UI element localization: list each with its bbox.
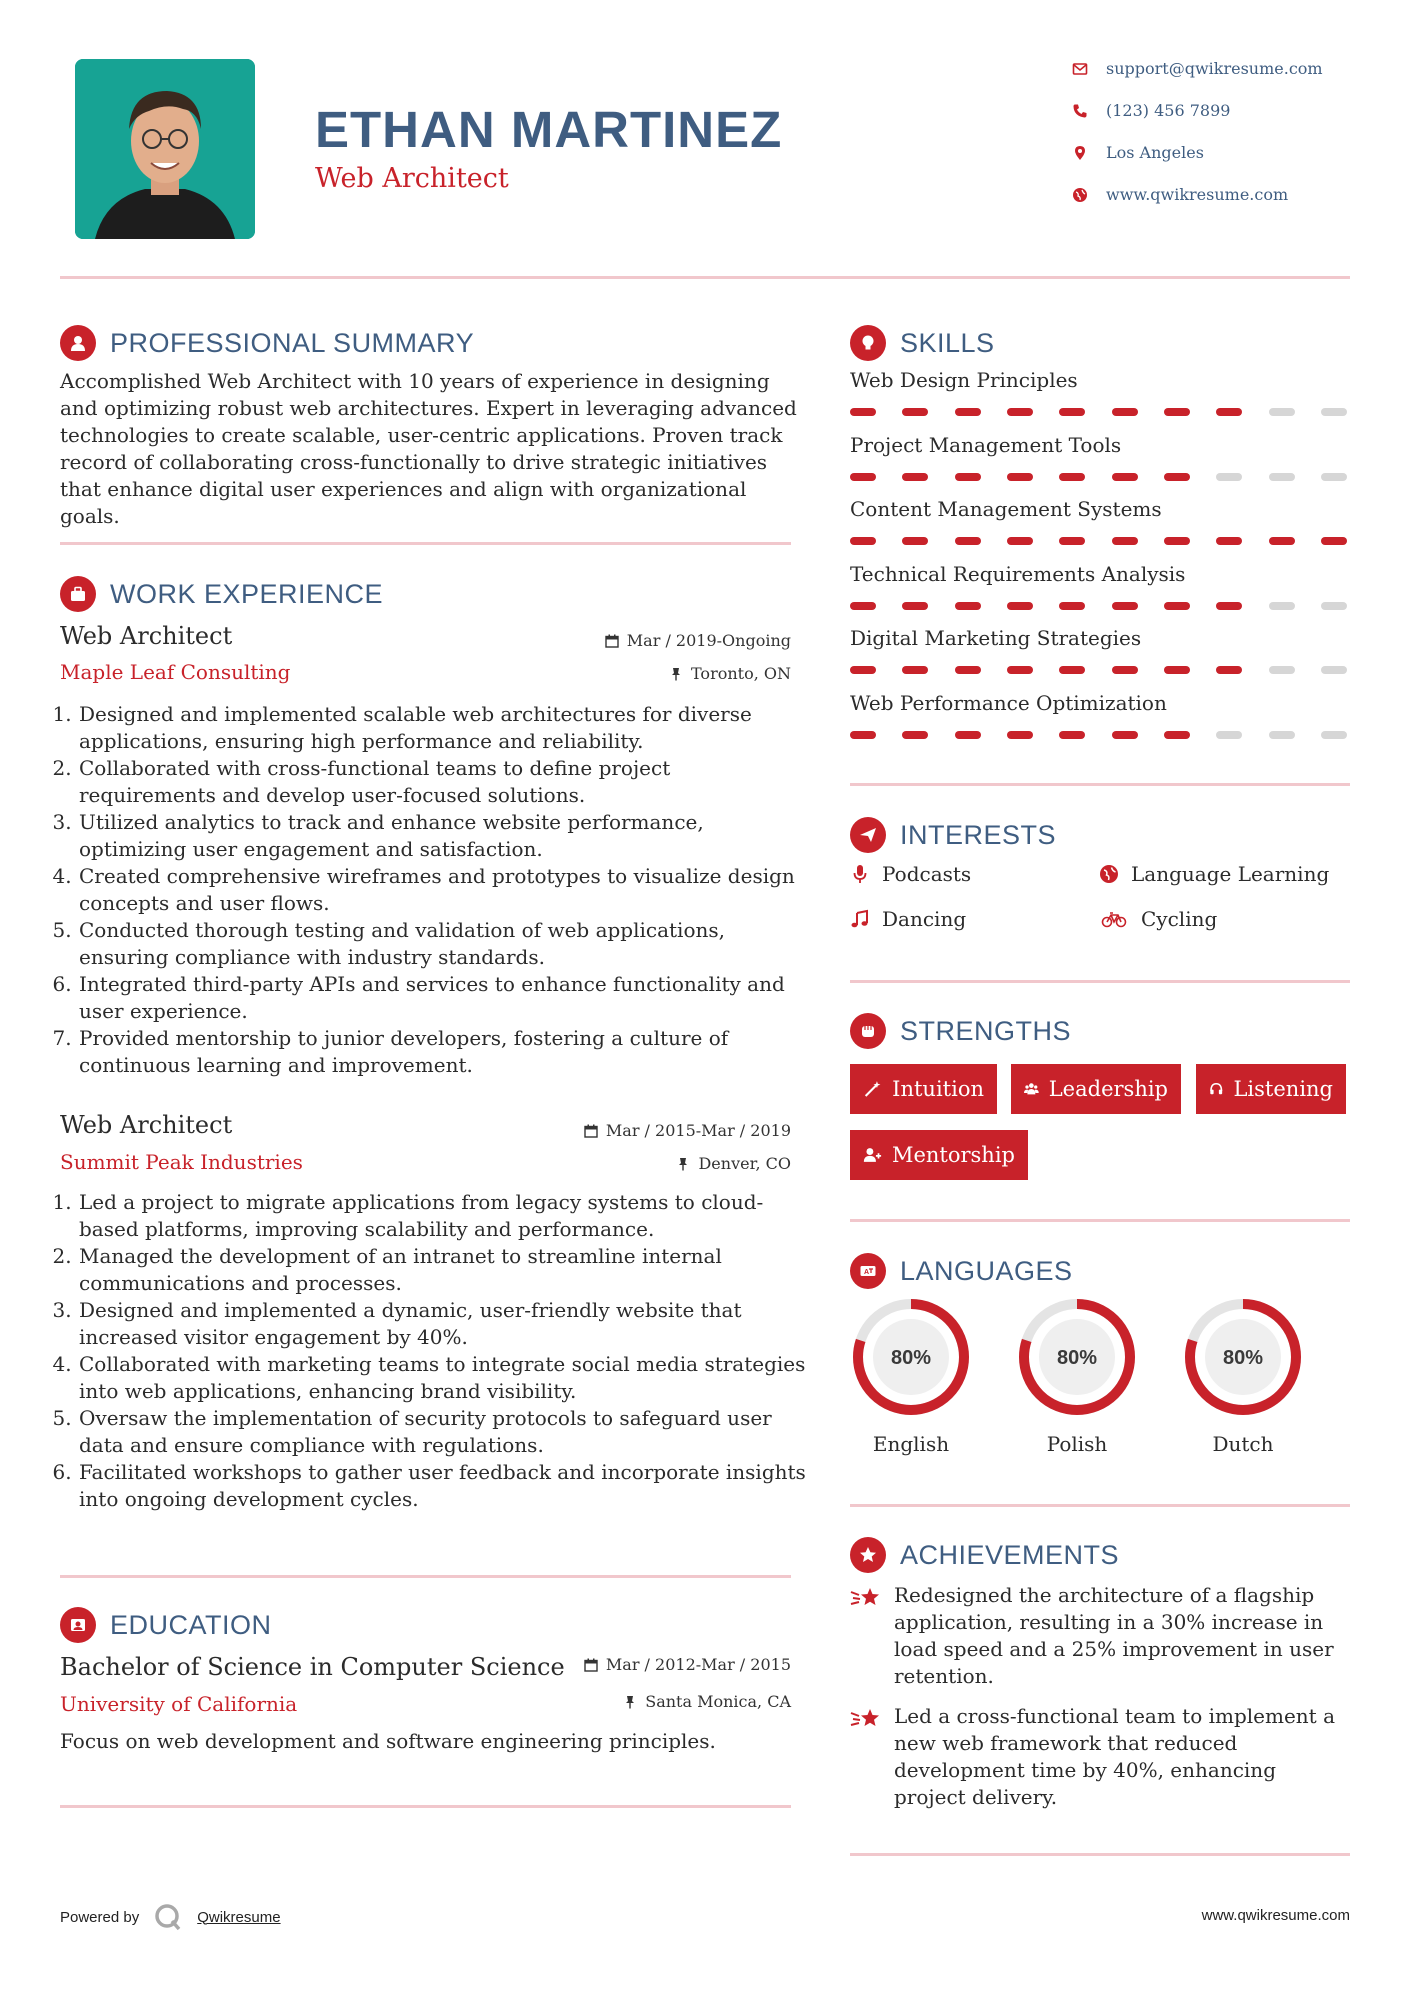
interests-title: INTERESTS: [900, 819, 1057, 850]
skill-dot: [1269, 731, 1295, 739]
skill-dot: [1164, 537, 1190, 545]
skill-row: [850, 497, 1350, 562]
language-percent: 80%: [890, 1347, 932, 1369]
language-name: Polish: [1046, 1432, 1108, 1456]
skill-dot: [1321, 537, 1347, 545]
list-item: 2. Managed the development of an intranet to streamline internal communications and processes.: [78, 1243, 808, 1297]
pin-icon: [669, 667, 683, 681]
skill-dot: [955, 473, 981, 481]
user-icon: [60, 325, 96, 361]
skill-dot: [1059, 408, 1085, 416]
job-2-title: Web Architect: [60, 1111, 233, 1139]
skill-dot: [1059, 731, 1085, 739]
skill-dot: [1269, 602, 1295, 610]
education-note: Focus on web development and software engineering principles.: [60, 1729, 716, 1753]
skill-dot: [1164, 731, 1190, 739]
skill-row: [850, 368, 1350, 433]
job-2-company: Summit Peak Industries: [60, 1150, 303, 1174]
achievements-divider: [850, 1853, 1350, 1856]
language-icon: [850, 1253, 886, 1289]
skill-dot: [1112, 537, 1138, 545]
skill-name: Web Design Principles: [850, 368, 1078, 392]
skill-dot: [1112, 602, 1138, 610]
skills-title: SKILLS: [900, 327, 995, 358]
job-2-dates: [500, 1121, 791, 1140]
skill-dot: [1007, 602, 1033, 610]
skill-row: [850, 562, 1350, 627]
contact-location-text: Los Angeles: [1106, 143, 1204, 162]
education-title: EDUCATION: [110, 1609, 272, 1640]
skill-dot: [1164, 408, 1190, 416]
lightbulb-icon: [850, 325, 886, 361]
skill-dot: [1112, 731, 1138, 739]
language-item: [1016, 1296, 1138, 1456]
job-1-bullets: [60, 701, 808, 1079]
skill-dot: [1112, 473, 1138, 481]
header-divider: [60, 276, 1350, 279]
skill-dot: [1007, 731, 1033, 739]
svg-text:A: A: [864, 1269, 870, 1276]
list-item: 3. Utilized analytics to track and enhance website performance, optimizing user engagement and satisfaction.: [78, 809, 808, 863]
language-item: [850, 1296, 972, 1456]
list-item: 4. Collaborated with marketing teams to integrate social media strategies into web applications, enhancing brand visibility.: [78, 1351, 808, 1405]
interests-heading: [850, 817, 1056, 853]
skill-level-bar: [850, 731, 1347, 739]
strength-badge: [850, 1064, 997, 1114]
language-name: English: [872, 1432, 950, 1456]
skill-dot: [850, 408, 876, 416]
skill-dot: [1007, 666, 1033, 674]
skill-dot: [850, 731, 876, 739]
language-ring: [1016, 1296, 1138, 1418]
contact-email-text: support@qwikresume.com: [1106, 59, 1323, 78]
skill-dot: [1269, 537, 1295, 545]
list-item: 7. Provided mentorship to junior developers, fostering a culture of continuous learning and improvement.: [78, 1025, 808, 1079]
skill-dot: [1007, 473, 1033, 481]
skill-dot: [850, 537, 876, 545]
contact-location: [1072, 143, 1204, 162]
skill-dot: [1269, 408, 1295, 416]
education-location: [500, 1692, 791, 1711]
experience-divider: [60, 1575, 791, 1578]
interest-item: [850, 907, 966, 931]
job-2-location-text: Denver, CO: [698, 1154, 791, 1173]
calendar-icon: [605, 634, 619, 648]
skill-row: [850, 433, 1350, 498]
skill-dot: [955, 666, 981, 674]
list-item: 1. Designed and implemented scalable web architectures for diverse applications, ensuring high performance and reliability.: [78, 701, 808, 755]
contact-phone[interactable]: [1072, 101, 1230, 120]
music-note-icon: [850, 909, 870, 929]
footer-url[interactable]: www.qwikresume.com: [1201, 1907, 1350, 1924]
list-item: 3. Designed and implemented a dynamic, user-friendly website that increased visitor engagement by 40%.: [78, 1297, 808, 1351]
job-2-location: [500, 1154, 791, 1173]
interest-label: Cycling: [1141, 907, 1218, 931]
star-icon: [850, 1537, 886, 1573]
contact-email[interactable]: [1072, 59, 1323, 78]
contact-phone-text: (123) 456 7899: [1106, 101, 1231, 120]
strength-label: Intuition: [892, 1077, 984, 1101]
skill-level-bar: [850, 537, 1347, 545]
powered-by-text: Powered by: [60, 1908, 140, 1926]
skill-dot: [902, 473, 928, 481]
language-name: Dutch: [1212, 1432, 1274, 1456]
skill-level-bar: [850, 408, 1347, 416]
skill-name: Web Performance Optimization: [850, 690, 1167, 715]
list-item: 6. Integrated third-party APIs and services to enhance functionality and user experience.: [78, 971, 808, 1025]
paper-plane-icon: [850, 817, 886, 853]
skill-dot: [955, 731, 981, 739]
interest-label: Dancing: [882, 907, 967, 931]
education-location-text: Santa Monica, CA: [645, 1692, 791, 1711]
experience-heading: [60, 576, 383, 612]
skill-dot: [1059, 602, 1085, 610]
headphones-icon: [1209, 1078, 1223, 1100]
shooting-star-icon: [850, 1705, 882, 1733]
job-1-dates-text: Mar / 2019-Ongoing: [626, 631, 791, 650]
skill-name: Digital Marketing Strategies: [850, 626, 1142, 650]
strength-label: Mentorship: [891, 1143, 1015, 1167]
summary-divider: [60, 542, 791, 545]
contact-website[interactable]: [1072, 185, 1288, 204]
strengths-heading: [850, 1013, 1071, 1049]
skills-list: [850, 368, 1350, 755]
skill-dot: [955, 602, 981, 610]
skills-divider: [850, 783, 1350, 786]
interest-item: [1099, 907, 1217, 931]
skill-dot: [1007, 537, 1033, 545]
skill-level-bar: [850, 602, 1347, 610]
candidate-name: ETHAN MARTINEZ: [315, 101, 783, 158]
globe-icon: [1072, 187, 1088, 203]
achievement-text: Redesigned the architecture of a flagship application, resulting in a 30% increase in load speed and a 25% improvement in user retention.: [894, 1583, 1334, 1688]
language-ring: [850, 1296, 972, 1418]
achievements-heading: [850, 1537, 1119, 1573]
skill-dot: [902, 666, 928, 674]
list-item: 5. Conducted thorough testing and validation of web applications, ensuring compliance with industry standards.: [78, 917, 808, 971]
skill-dot: [1269, 666, 1295, 674]
job-1-company: Maple Leaf Consulting: [60, 660, 291, 684]
strength-badge: [1196, 1064, 1346, 1114]
skill-dot: [850, 666, 876, 674]
job-2-dates-text: Mar / 2015-Mar / 2019: [605, 1121, 791, 1140]
brand-link[interactable]: Qwikresume: [197, 1908, 281, 1926]
skill-dot: [1216, 602, 1242, 610]
education-degree: Bachelor of Science in Computer Science: [60, 1653, 565, 1681]
skill-dot: [955, 537, 981, 545]
briefcase-icon: [60, 576, 96, 612]
footer-powered: [60, 1902, 281, 1932]
experience-title: WORK EXPERIENCE: [110, 578, 384, 609]
achievement-item: [850, 1703, 1350, 1811]
interests-divider: [850, 980, 1350, 983]
skills-heading: [850, 325, 995, 361]
skill-dot: [902, 408, 928, 416]
skill-dot: [1112, 408, 1138, 416]
skill-dot: [850, 602, 876, 610]
skill-dot: [1059, 537, 1085, 545]
graduation-icon: [60, 1607, 96, 1643]
users-icon: [1024, 1078, 1039, 1100]
shooting-star-icon: [850, 1584, 882, 1612]
list-item: 6. Facilitated workshops to gather user feedback and incorporate insights into ongoing development cycles.: [78, 1459, 808, 1513]
map-pin-icon: [1072, 145, 1088, 161]
skill-dot: [1321, 408, 1347, 416]
achievement-text: Led a cross-functional team to implement a new web framework that reduced development time by 40%, enhancing project delivery.: [894, 1704, 1335, 1809]
skill-dot: [1216, 537, 1242, 545]
skill-dot: [1321, 602, 1347, 610]
contact-website-text: www.qwikresume.com: [1106, 185, 1289, 204]
skill-dot: [1216, 731, 1242, 739]
skill-dot: [1216, 666, 1242, 674]
skill-name: Content Management Systems: [850, 497, 1162, 521]
skill-dot: [1112, 666, 1138, 674]
magic-wand-icon: [863, 1078, 882, 1100]
skill-row: [850, 626, 1350, 691]
strength-label: Listening: [1233, 1077, 1333, 1101]
strengths-title: STRENGTHS: [900, 1015, 1072, 1046]
skill-dot: [1007, 408, 1033, 416]
interest-label: Podcasts: [882, 862, 972, 886]
skill-dot: [1059, 473, 1085, 481]
pin-icon: [676, 1157, 690, 1171]
skill-dot: [902, 731, 928, 739]
list-item: 2. Collaborated with cross-functional teams to define project requirements and develop user-focused solutions.: [78, 755, 808, 809]
globe-icon: [1099, 864, 1119, 884]
fist-icon: [850, 1013, 886, 1049]
job-1-dates: [500, 631, 791, 650]
skill-row: [850, 691, 1350, 756]
microphone-icon: [850, 864, 870, 884]
education-dates-text: Mar / 2012-Mar / 2015: [605, 1655, 791, 1674]
skill-dot: [850, 473, 876, 481]
achievements-title: ACHIEVEMENTS: [900, 1539, 1120, 1570]
job-1-location: [500, 664, 791, 683]
strength-label: Leadership: [1048, 1077, 1168, 1101]
strength-badge: [1011, 1064, 1181, 1114]
education-divider: [60, 1805, 791, 1808]
job-2-bullets: [60, 1189, 808, 1513]
pin-icon: [623, 1695, 637, 1709]
list-item: 5. Oversaw the implementation of security protocols to safeguard user data and ensure compliance with regulations.: [78, 1405, 808, 1459]
interest-label: Language Learning: [1131, 862, 1330, 886]
envelope-icon: [1072, 61, 1088, 77]
skill-dot: [1164, 473, 1190, 481]
list-item: 1. Led a project to migrate applications from legacy systems to cloud-based platforms, improving scalability and performance.: [78, 1189, 808, 1243]
strengths-divider: [850, 1219, 1350, 1222]
skill-dot: [1216, 473, 1242, 481]
education-dates: [500, 1655, 791, 1674]
job-1-location-text: Toronto, ON: [691, 664, 791, 683]
skill-dot: [955, 408, 981, 416]
language-item: [1182, 1296, 1304, 1456]
profile-photo: [75, 59, 255, 239]
skill-dot: [1216, 408, 1242, 416]
list-item: 4. Created comprehensive wireframes and prototypes to visualize design concepts and user flows.: [78, 863, 808, 917]
skill-dot: [1269, 473, 1295, 481]
skill-level-bar: [850, 473, 1347, 481]
qwikresume-logo-icon: [153, 1902, 183, 1932]
language-percent: 80%: [1222, 1347, 1264, 1369]
skill-dot: [1059, 666, 1085, 674]
skill-name: Project Management Tools: [850, 432, 1122, 457]
education-heading: [60, 1607, 272, 1643]
bicycle-icon: [1099, 909, 1129, 929]
language-percent: 80%: [1056, 1347, 1098, 1369]
skill-name: Technical Requirements Analysis: [850, 561, 1186, 586]
avatar: [75, 59, 255, 239]
calendar-icon: [584, 1124, 598, 1138]
calendar-icon: [584, 1658, 598, 1672]
summary-text: Accomplished Web Architect with 10 years of experience in designing and optimizing robust web architectures. Expert in leveraging advanced technologies to create scalable, user-centric applications. Proven track record of collaborating cross-functionally to drive strategic initiatives that enhance digital user experiences and align with organizational goals.: [60, 369, 797, 528]
summary-heading: [60, 325, 474, 361]
skill-dot: [1321, 666, 1347, 674]
phone-icon: [1072, 103, 1088, 119]
education-school: University of California: [60, 1692, 298, 1716]
strength-badge: [850, 1130, 1028, 1180]
achievement-item: [850, 1582, 1350, 1690]
interest-item: [1099, 862, 1329, 886]
skill-dot: [902, 602, 928, 610]
skill-dot: [1164, 602, 1190, 610]
skill-dot: [1321, 473, 1347, 481]
skill-dot: [902, 537, 928, 545]
languages-heading: [850, 1253, 1073, 1289]
summary-title: PROFESSIONAL SUMMARY: [110, 327, 475, 358]
languages-title: LANGUAGES: [900, 1255, 1073, 1286]
skill-dot: [1321, 731, 1347, 739]
skill-level-bar: [850, 666, 1347, 674]
candidate-role: Web Architect: [315, 163, 509, 194]
language-ring: [1182, 1296, 1304, 1418]
user-plus-icon: [863, 1144, 882, 1166]
skill-dot: [1164, 666, 1190, 674]
interest-item: [850, 862, 971, 886]
job-1-title: Web Architect: [60, 622, 233, 650]
languages-divider: [850, 1504, 1350, 1507]
